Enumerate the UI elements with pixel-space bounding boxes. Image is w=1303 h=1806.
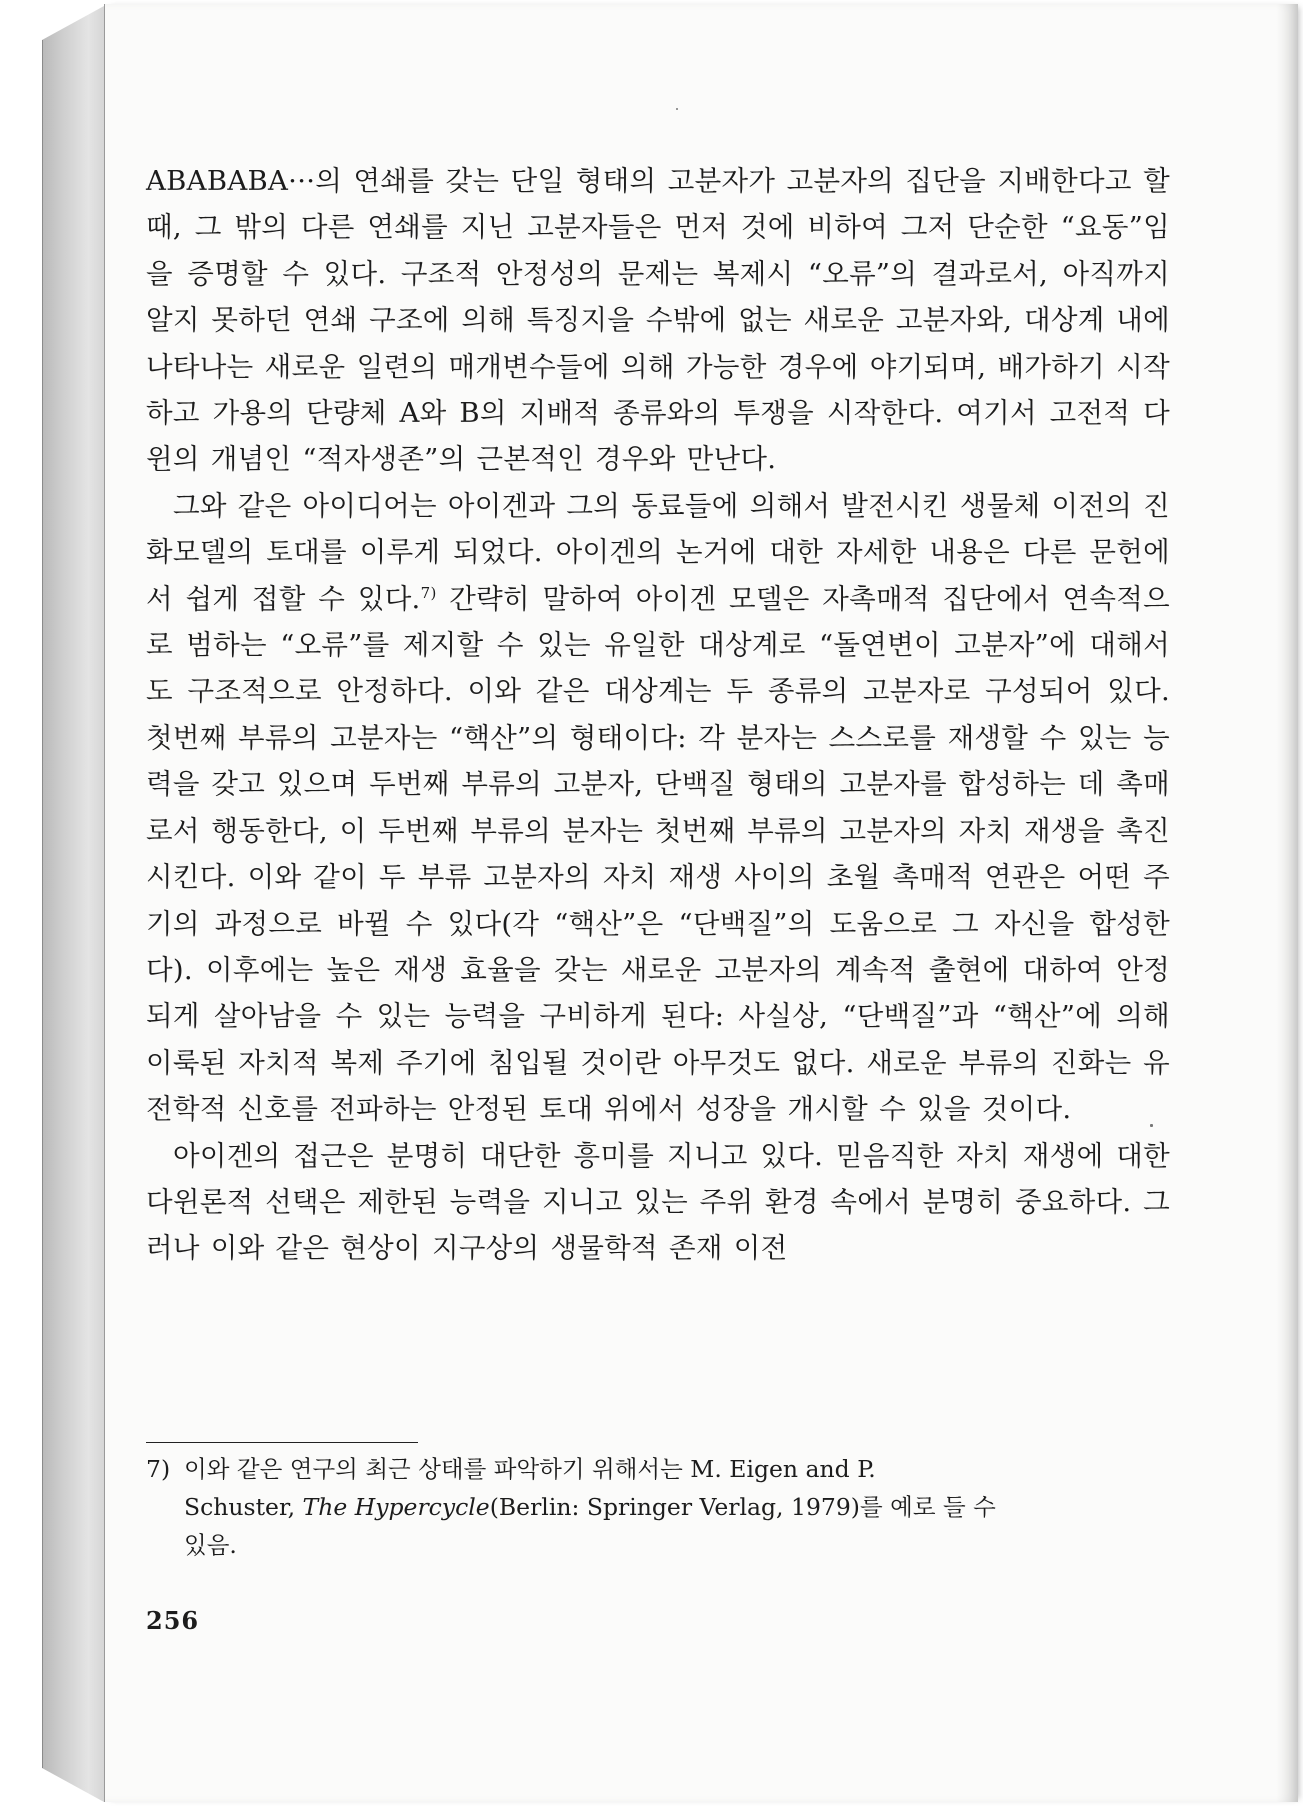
page-edge-shadow [1276, 4, 1298, 1802]
spine-edge-line [42, 40, 43, 1768]
paragraph: ABABABA···의 연쇄를 갖는 단일 형태의 고분자가 고분자의 집단을 지배한다고 할 때, 그 밖의 다른 연쇄를 지닌 고분자들은 먼저 것에 비하여 그저 단순한 “요동”임을 증명할 수 있다. 구조적 안정성의 문제는 복제시 “오류”의 결과로서, 아직까지 알지 못하던 연쇄 구조에 의해 특징지을 수밖에 없는 새로운 고분자와, 대상계 내에 나타나는 새로운 일련의 매개변수들에 의해 가능한 경우에 야기되며, 배가하기 시작하고 가용의 단량체 A와 B의 지배적 종류와의 투쟁을 시작한다. 여기서 고전적 다윈의 개념인 “적자생존”의 근본적인 경우와 만난다. [146, 165, 1170, 476]
paragraph-text: 간략히 말하여 아이겐 모델은 자촉매적 집단에서 연속적으로 범하는 “오류”를 제지할 수 있는 유일한 대상계로 “돌연변이 고분자”에 대해서도 구조적으로 안정하다. 이와 같은 대상계는 두 종류의 고분자로 구성되어 있다. 첫번째 부류의 고분자는 “핵산”의 형태이다: 각 분자는 스스로를 재생할 수 있는 능력을 갖고 있으며 두번째 부류의 고분자, 단백질 형태의 고분자를 합성하는 데 촉매로서 행동한다, 이 두번째 부류의 분자는 첫번째 부류의 고분자의 자치 재생을 촉진시킨다. 이와 같이 두 부류 고분자의 자치 재생 사이의 초월 촉매적 연관은 어떤 주기의 과정으로 바뀔 수 있다(각 “핵산”은 “단백질”의 도움으로 그 자신을 합성한다). 이후에는 높은 재생 효율을 갖는 새로운 고분자의 계속적 출현에 대하여 안정되게 살아남을 수 있는 능력을 구비하게 된다: 사실상, “단백질”과 “핵산”에 의해 이룩된 자치적 복제 주기에 침입될 것이란 아무것도 없다. 새로운 부류의 진화는 유전학적 신호를 전파하는 안정된 토대 위에서 성장을 개시할 수 있을 것이다. [146, 582, 1170, 1126]
footnote [146, 1450, 1170, 1564]
main-text [146, 158, 1170, 1272]
footnote-line [146, 1488, 1170, 1526]
footnote-number: 7) [146, 1455, 171, 1483]
footnote-line [146, 1450, 1170, 1488]
footnote-line: 있음. [184, 1531, 237, 1559]
paragraph [146, 483, 1170, 1133]
footnote-text: (Berlin: Springer Verlag, 1979)를 예로 들 수 [489, 1493, 996, 1521]
book-spine [42, 6, 104, 1802]
footnote-reference: 7) [420, 583, 437, 602]
footnote-book-title: The Hypercycle [302, 1493, 490, 1521]
footnote-author: Schuster, [184, 1493, 303, 1521]
paragraph: 아이겐의 접근은 분명히 대단한 흥미를 지니고 있다. 믿음직한 자치 재생에 대한 다윈론적 선택은 제한된 능력을 지니고 있는 주위 환경 속에서 분명히 중요하다. 그러나 이와 같은 현상이 지구상의 생물학적 존재 이전 [146, 1139, 1170, 1265]
scan-speck [676, 108, 678, 110]
page-number: 256 [146, 1606, 200, 1635]
footnote-text: 이와 같은 연구의 최근 상태를 파악하기 위해서는 M. Eigen and P. [184, 1455, 876, 1483]
paragraph-text: 그와 같은 아이디어는 아이겐과 그의 동료들에 의해서 발전시킨 생물체 이전의 진화모델의 토대를 이루게 되었다. 아이겐의 논거에 대한 자세한 내용은 다른 문헌에서 쉽게 접할 수 있다. [146, 489, 1170, 615]
footnote-divider [146, 1442, 418, 1443]
